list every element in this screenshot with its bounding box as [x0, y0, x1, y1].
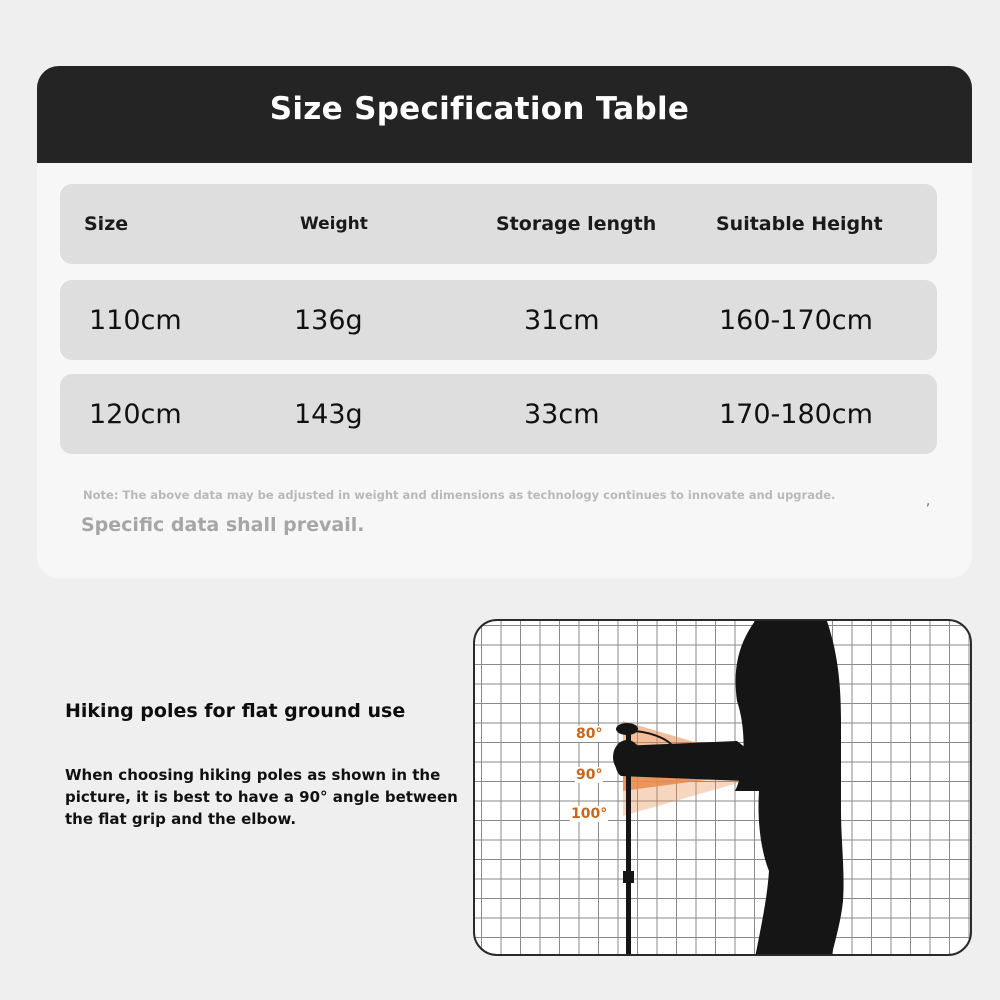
cell-weight: 143g	[294, 398, 363, 430]
header-size: Size	[84, 213, 129, 235]
angle-label-100: 100°	[571, 806, 608, 822]
angle-label-90: 90°	[576, 767, 603, 783]
header-storage-length: Storage length	[496, 213, 657, 235]
header-weight: Weight	[300, 214, 368, 234]
guide-title: Hiking poles for flat ground use	[65, 700, 406, 722]
pole-lock	[623, 871, 634, 883]
size-spec-card	[37, 66, 972, 578]
cell-suitable-height: 160-170cm	[719, 304, 873, 336]
note-mark: ,	[926, 494, 931, 509]
table-note-secondary: Specific data shall prevail.	[81, 514, 365, 536]
pole-shaft	[626, 731, 631, 956]
cell-suitable-height: 170-180cm	[719, 398, 873, 430]
table-header-row	[60, 184, 937, 264]
card-header	[37, 66, 972, 163]
angle-label-80: 80°	[576, 726, 603, 742]
table-row	[60, 280, 937, 360]
table-title: Size Specification Table	[269, 90, 690, 127]
guide-description: When choosing hiking poles as shown in the picture, it is best to have a 90° angle between the flat grip and the elbow.	[65, 766, 458, 828]
cell-weight: 136g	[294, 304, 363, 336]
person-with-pole-figure	[475, 621, 972, 956]
cell-size: 110cm	[89, 304, 182, 336]
table-row	[60, 374, 937, 454]
cell-size: 120cm	[89, 398, 182, 430]
cell-storage-length: 31cm	[524, 304, 600, 336]
pole-usage-illustration	[473, 619, 972, 956]
pole-grip	[616, 723, 638, 735]
person-silhouette	[735, 621, 844, 956]
header-suitable-height: Suitable Height	[716, 213, 883, 235]
table-note: Note: The above data may be adjusted in weight and dimensions as technology continues to innovate and upgrade.	[83, 488, 836, 502]
cell-storage-length: 33cm	[524, 398, 600, 430]
